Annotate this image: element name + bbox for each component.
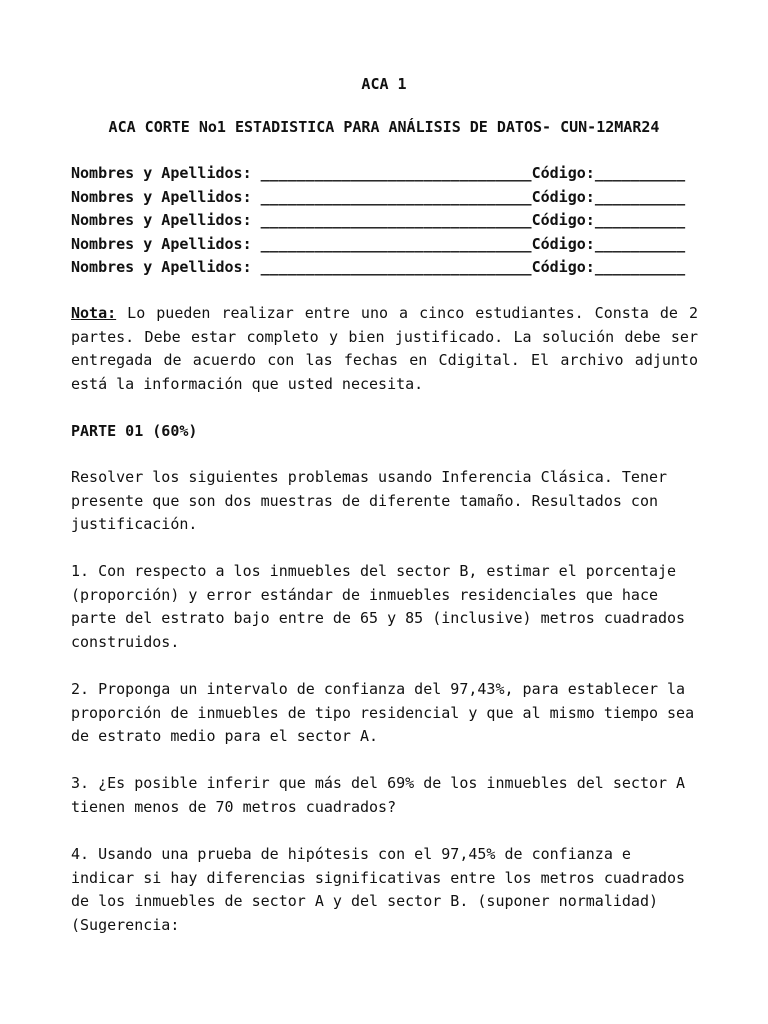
code-label: Código: — [531, 187, 595, 206]
note-text: Lo pueden realizar entre uno a cinco estudiantes. Consta de 2 partes. Debe estar completo y bien justificado. La solución debe ser entregada de acuerdo con las fechas en Cdigital. El archivo adjunto está la información que usted necesita. — [71, 304, 698, 393]
code-blank: __________ — [594, 211, 686, 229]
name-row — [71, 233, 701, 257]
name-row — [71, 186, 701, 210]
name-blank: ______________________________ — [260, 211, 532, 229]
name-label: Nombres y Apellidos: — [71, 187, 261, 206]
document-subtitle: ACA CORTE No1 ESTADISTICA PARA ANÁLISIS DE DATOS- CUN-12MAR24 — [108, 118, 660, 136]
code-blank: __________ — [594, 258, 686, 276]
code-label: Código: — [531, 234, 595, 253]
document-title: ACA 1 — [361, 75, 407, 93]
name-label: Nombres y Apellidos: — [71, 258, 261, 276]
student-names-block — [71, 162, 701, 280]
question-1: 1. Con respecto a los inmuebles del sector B, estimar el porcentaje (proporción) y error estándar de inmuebles residenciales que hace parte del estrato bajo entre de 65 y 85 (inclusive) metros cuadrados construidos. — [71, 562, 686, 651]
name-label: Nombres y Apellidos: — [71, 234, 261, 253]
name-label: Nombres y Apellidos: — [71, 211, 261, 229]
name-blank: ______________________________ — [260, 187, 532, 206]
name-row — [71, 162, 701, 186]
question-3: 3. ¿Es posible inferir que más del 69% de los inmuebles del sector A tienen menos de 70 metros cuadrados? — [71, 774, 686, 816]
name-row — [71, 209, 701, 233]
code-blank: __________ — [594, 164, 686, 182]
name-label: Nombres y Apellidos: — [71, 164, 261, 182]
question-2: 2. Proponga un intervalo de confianza del 97,43%, para establecer la proporción de inmuebles de tipo residencial y que al mismo tiempo sea de estrato medio para el sector A. — [71, 680, 695, 745]
intro-paragraph: Resolver los siguientes problemas usando Inferencia Clásica. Tener presente que son dos muestras de diferente tamaño. Resultados con justificación. — [71, 468, 668, 533]
note-paragraph — [71, 302, 698, 396]
name-blank: ______________________________ — [260, 164, 532, 182]
code-label: Código: — [531, 258, 595, 276]
question-4: 4. Usando una prueba de hipótesis con el 97,45% de confianza e indicar si hay diferencias significativas entre los metros cuadrados de los inmuebles de sector A y del sector B. (suponer normalidad) (Sugerencia: — [71, 845, 686, 934]
code-label: Código: — [531, 164, 595, 182]
part-heading: PARTE 01 (60%) — [71, 422, 198, 440]
code-label: Código: — [531, 211, 595, 229]
note-label: Nota: — [71, 304, 117, 322]
name-blank: ______________________________ — [260, 234, 532, 253]
code-blank: __________ — [594, 187, 686, 206]
name-blank: ______________________________ — [260, 258, 532, 276]
name-row — [71, 256, 701, 280]
code-blank: __________ — [594, 234, 686, 253]
